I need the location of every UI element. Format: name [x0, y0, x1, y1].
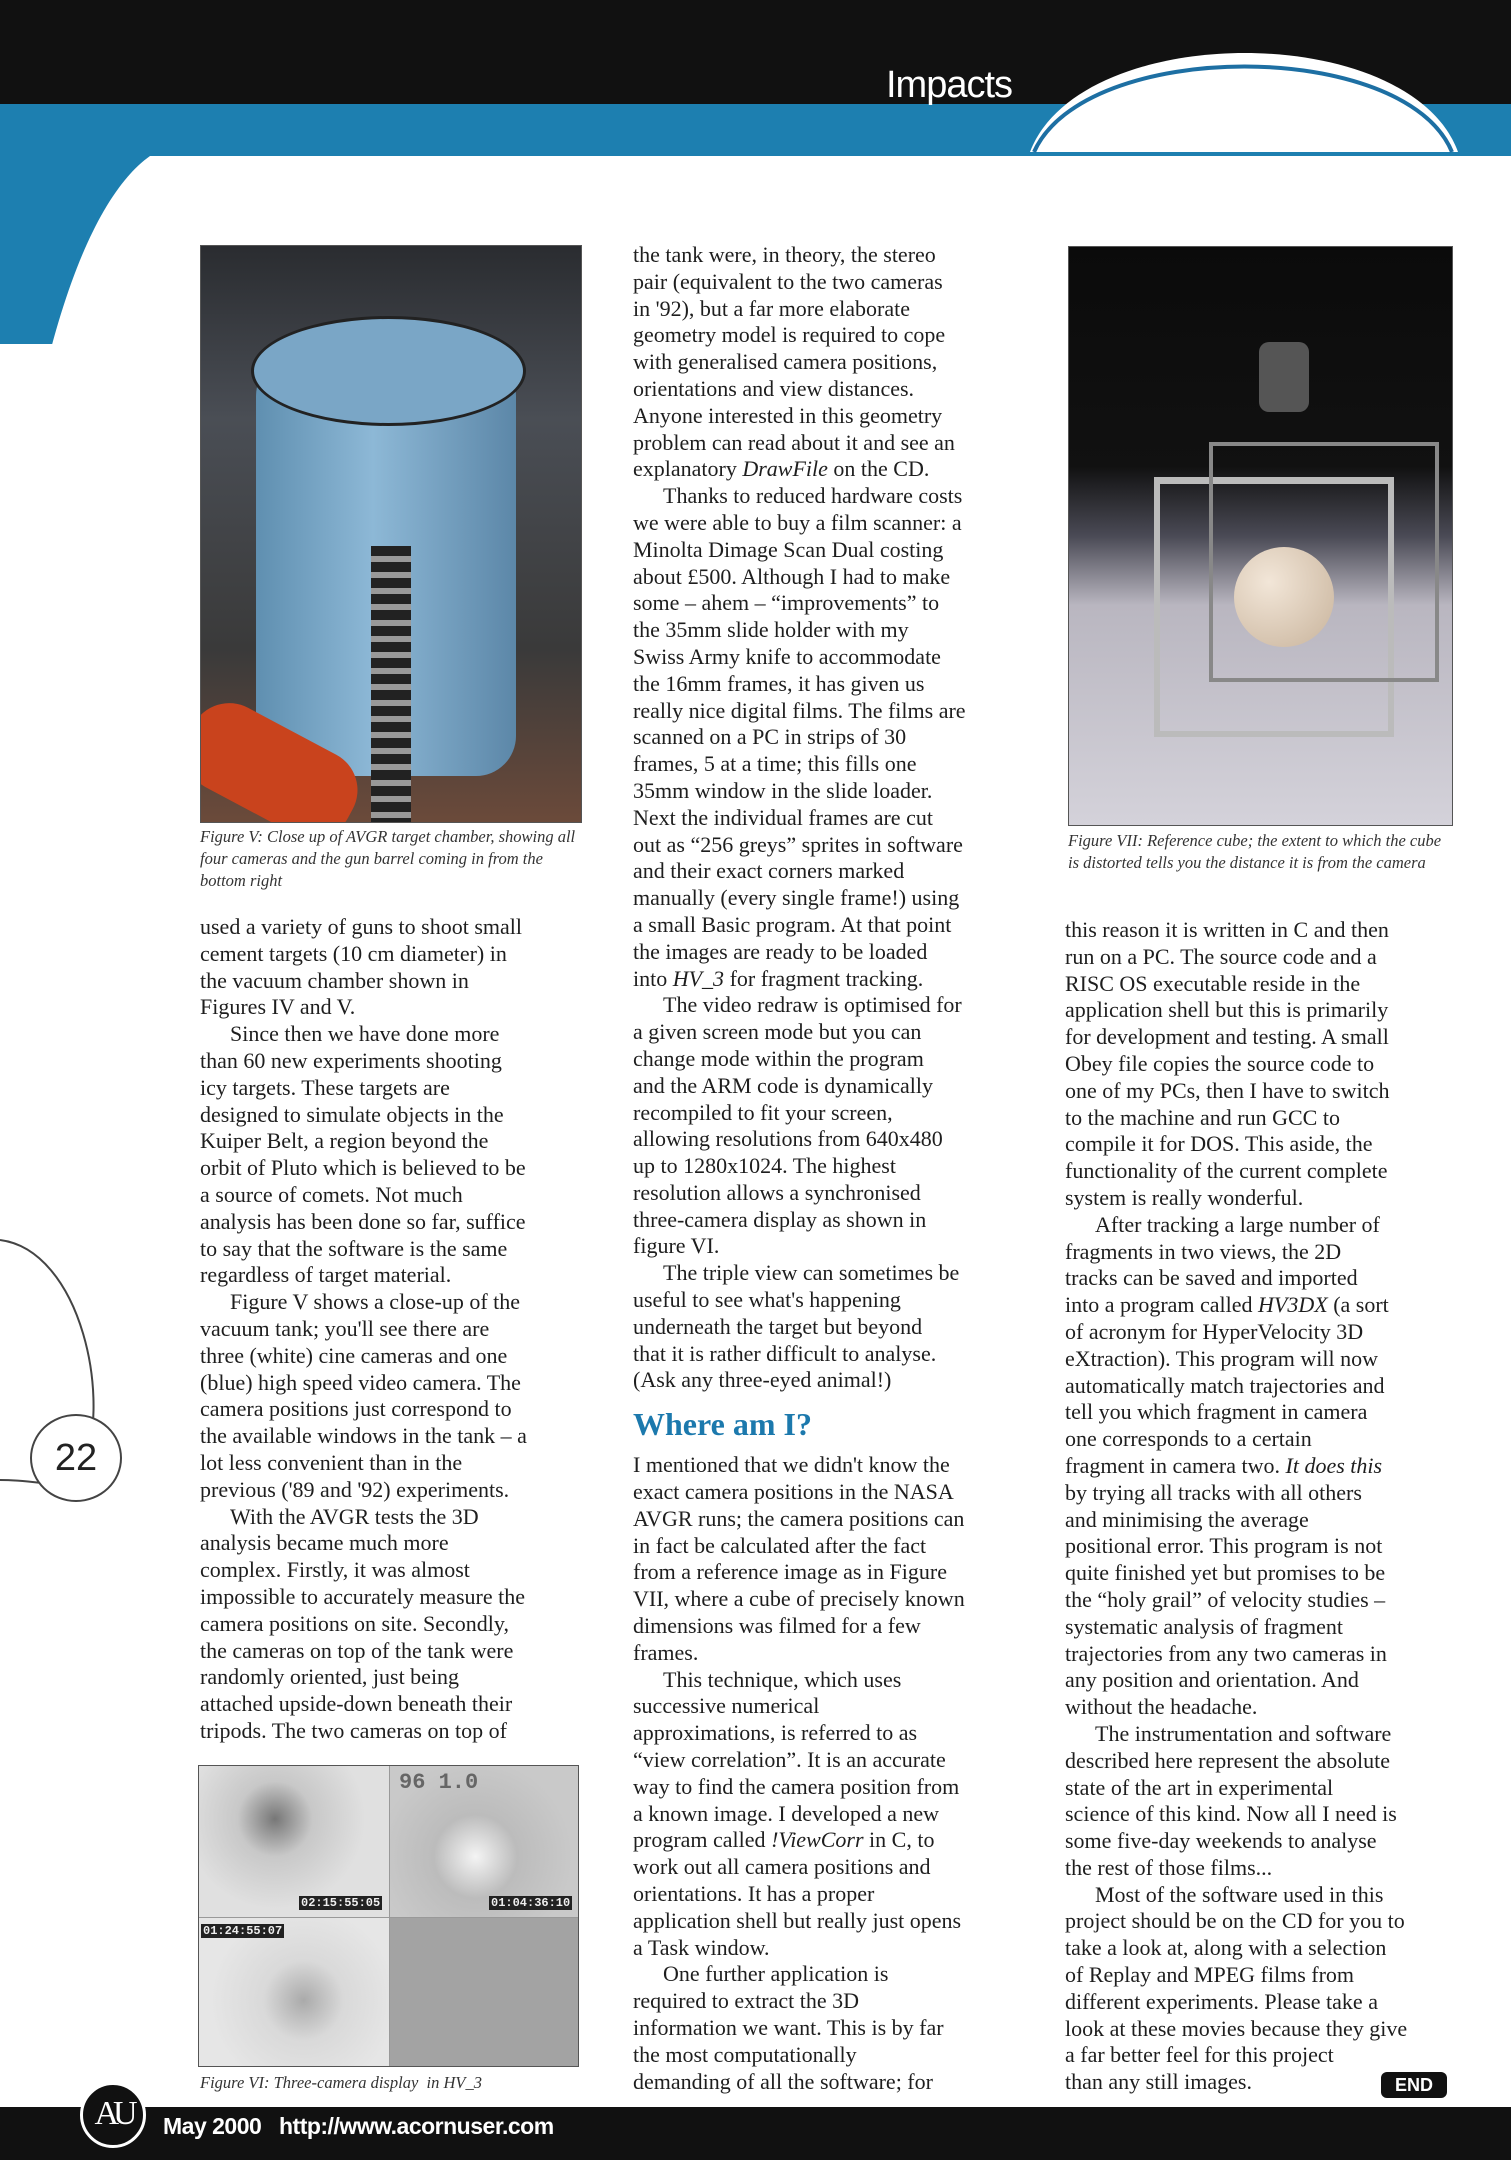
text-line: of Replay and MPEG films from — [1065, 1962, 1355, 1988]
text-line: the rest of those films... — [1065, 1854, 1273, 1880]
text-line: a known image. I developed a new — [633, 1800, 940, 1826]
text-line: take a look at, along with a selection — [1065, 1935, 1387, 1961]
text-line: for development and testing. A small — [1065, 1024, 1389, 1050]
text-line: to the machine and run GCC to — [1065, 1104, 1340, 1130]
text-line: attached upside-down beneath their — [200, 1691, 513, 1717]
timestamp-overlay: 01:04:36:10 — [491, 1896, 571, 1910]
text-line: run on a PC. The source code and a — [1065, 943, 1377, 969]
text-line: regardless of target material. — [200, 1262, 452, 1288]
text-line: frames, 5 at a time; this fills one — [633, 751, 917, 777]
text-line: useful to see what's happening — [633, 1287, 901, 1313]
text-line: with generalised camera positions, — [633, 349, 938, 375]
text-line: way to find the camera position from — [633, 1773, 960, 1799]
text-line: into a program called HV3DX (a sort — [1065, 1292, 1389, 1318]
text-line: look at these movies because they give — [1065, 2015, 1408, 2041]
text-line: 35mm window in the slide loader. — [633, 777, 933, 803]
text-line: resolution allows a synchronised — [633, 1179, 921, 1205]
text-line: orientations and view distances. — [633, 375, 915, 401]
text-line: recompiled to fit your screen, — [633, 1099, 893, 1125]
text-line: one corresponds to a certain — [1065, 1426, 1312, 1452]
text-line: the available windows in the tank – a — [200, 1423, 527, 1449]
text-line: previous ('89 and '92) experiments. — [200, 1476, 510, 1502]
text-line: scanned on a PC in strips of 30 — [633, 724, 907, 750]
text-line: the 16mm frames, it has given us — [633, 670, 925, 696]
text-line: and minimising the average — [1065, 1506, 1309, 1532]
text-line: the cameras on top of the tank were — [200, 1637, 514, 1663]
footer-text — [163, 2113, 554, 2140]
text-line: Next the individual frames are cut — [633, 804, 933, 830]
text-line: frames. — [633, 1639, 699, 1665]
article-column-1 — [200, 914, 527, 1745]
end-badge: END — [1381, 2072, 1447, 2098]
figure-vi-image — [198, 1765, 579, 2067]
text-line: RISC OS executable reside in the — [1065, 970, 1361, 996]
text-line: this reason it is written in C and then — [1065, 917, 1389, 942]
text-line: Since then we have done more — [230, 1021, 500, 1047]
text-line: trajectories from any two cameras in — [1065, 1640, 1387, 1666]
text-line: complex. Firstly, it was almost — [200, 1557, 470, 1583]
text-line: a given screen mode but you can — [633, 1019, 922, 1045]
text-line: underneath the target but beyond — [633, 1313, 923, 1339]
text-line: This technique, which uses — [663, 1666, 902, 1692]
text-line: positional error. This program is not — [1065, 1533, 1383, 1559]
text-line: tracks can be saved and imported — [1065, 1265, 1358, 1291]
text-line: figure VI. — [633, 1233, 720, 1259]
text-line: really nice digital films. The films are — [633, 697, 966, 723]
text-line: required to extract the 3D — [633, 1988, 860, 2014]
text-line: Figure V shows a close-up of the — [230, 1289, 521, 1315]
text-line: The video redraw is optimised for — [663, 992, 962, 1018]
text-line: in fact be calculated after the fact — [633, 1532, 927, 1558]
figure-vii-caption: Figure VII: Reference cube; the extent to which the cube is distorted tells you the distance it is from the camera — [1068, 831, 1442, 872]
text-line: Anyone interested in this geometry — [633, 402, 943, 428]
text-line: system is really wonderful. — [1065, 1184, 1304, 1210]
text-line: and the ARM code is dynamically — [633, 1072, 933, 1098]
text-line: of acronym for HyperVelocity 3D — [1065, 1318, 1364, 1344]
text-line: the 35mm slide holder with my — [633, 617, 909, 643]
text-line: orientations. It has a proper — [633, 1881, 875, 1907]
text-line: After tracking a large number of — [1095, 1211, 1380, 1237]
text-line: vacuum tank; you'll see there are — [200, 1315, 490, 1341]
text-line: without the headache. — [1065, 1694, 1258, 1720]
text-line: some – ahem – “improvements” to — [633, 590, 940, 616]
text-line: dimensions was filmed for a few — [633, 1613, 921, 1639]
text-line: we were able to buy a film scanner: a — [633, 509, 962, 535]
text-line: orbit of Pluto which is believed to be — [200, 1155, 526, 1181]
text-line: into HV_3 for fragment tracking. — [633, 965, 924, 991]
text-line: eXtraction). This program will now — [1065, 1345, 1379, 1371]
text-line: compile it for DOS. This aside, the — [1065, 1131, 1373, 1157]
text-line: impossible to accurately measure the — [200, 1583, 525, 1609]
figure-v-image — [200, 245, 582, 823]
text-line: demanding of all the software; for — [633, 2068, 933, 2094]
text-line: one of my PCs, then I have to switch — [1065, 1077, 1390, 1103]
text-line: The instrumentation and software — [1095, 1720, 1392, 1746]
text-line: about £500. Although I had to make — [633, 563, 951, 589]
text-line: explanatory DrawFile on the CD. — [633, 456, 930, 482]
text-line: than 60 new experiments shooting — [200, 1047, 502, 1073]
text-line: the vacuum chamber shown in — [200, 967, 469, 993]
text-line: the tank were, in theory, the stereo — [633, 242, 936, 267]
text-line: icy targets. These targets are — [200, 1074, 450, 1100]
text-line: analysis has been done so far, suffice — [200, 1208, 526, 1234]
text-line: up to 1280x1024. The highest — [633, 1153, 896, 1179]
text-line: a source of comets. Not much — [200, 1181, 463, 1207]
text-line: state of the art in experimental — [1065, 1774, 1334, 1800]
text-line: problem can read about it and see an — [633, 429, 955, 455]
article-column-3 — [1065, 917, 1407, 2096]
text-line: The triple view can sometimes be — [663, 1260, 960, 1286]
text-line: One further application is — [663, 1961, 889, 1987]
text-line: Thanks to reduced hardware costs — [663, 483, 963, 509]
text-line: three (white) cine cameras and one — [200, 1342, 508, 1368]
page-number: 22 — [30, 1414, 122, 1502]
text-line: in '92), but a far more elaborate — [633, 295, 911, 321]
text-line: Swiss Army knife to accommodate — [633, 643, 941, 669]
text-line: AVGR runs; the camera positions can — [633, 1505, 965, 1531]
text-line: information we want. This is by far — [633, 2015, 944, 2040]
text-line: change mode within the program — [633, 1045, 924, 1071]
text-line: project should be on the CD for you to — [1065, 1908, 1405, 1934]
text-line: a far better feel for this project — [1065, 2042, 1334, 2068]
text-line: Obey file copies the source code to — [1065, 1050, 1375, 1076]
text-line: designed to simulate objects in the — [200, 1101, 504, 1127]
text-line: a small Basic program. At that point — [633, 911, 952, 937]
section-heading: Where am I? — [633, 1406, 812, 1443]
text-line: used a variety of guns to shoot small — [200, 914, 523, 939]
figure-vii-image — [1068, 246, 1453, 826]
text-line: exact camera positions in the NASA — [633, 1479, 954, 1505]
text-line: the images are ready to be loaded — [633, 938, 928, 964]
text-line: analysis became much more — [200, 1530, 449, 1556]
frame-label-overlay: 96 1.0 — [399, 1770, 479, 1795]
text-line: manually (every single frame!) using — [633, 885, 960, 911]
website-link[interactable]: http://www.acornuser.com — [278, 2113, 554, 2139]
text-line: geometry model is required to cope — [633, 322, 946, 348]
text-line: Most of the software used in this — [1095, 1881, 1384, 1907]
text-line: Minolta Dimage Scan Dual costing — [633, 536, 944, 562]
text-line: Kuiper Belt, a region beyond the — [200, 1128, 489, 1154]
text-line: (Ask any three-eyed animal!) — [633, 1367, 892, 1393]
text-line: fragments in two views, the 2D — [1065, 1238, 1342, 1264]
issue-date: May 2000 — [163, 2113, 262, 2139]
text-line: program called !ViewCorr in C, to — [633, 1827, 935, 1853]
text-line: and their exact corners marked — [633, 858, 905, 884]
article-column-2 — [633, 242, 966, 2095]
text-line: camera positions on site. Secondly, — [200, 1610, 509, 1636]
text-line: functionality of the current complete — [1065, 1158, 1388, 1184]
text-line: (blue) high speed video camera. The — [200, 1369, 521, 1395]
text-line: than any still images. — [1065, 2069, 1252, 2095]
text-line: successive numerical — [633, 1693, 820, 1719]
text-line: quite finished yet but promises to be — [1065, 1560, 1386, 1586]
text-line: systematic analysis of fragment — [1065, 1613, 1343, 1639]
text-line: any position and orientation. And — [1065, 1667, 1359, 1693]
figure-v-caption: Figure V: Close up of AVGR target chamber, showing all four cameras and the gun barrel coming in from the bottom right — [200, 827, 576, 890]
text-line: out as “256 greys” sprites in software — [633, 831, 963, 857]
text-line: automatically match trajectories and — [1065, 1372, 1385, 1398]
text-line: science of this kind. Now all I need is — [1065, 1801, 1397, 1827]
text-line: that it is rather difficult to analyse. — [633, 1340, 937, 1366]
text-line: lot less convenient than in the — [200, 1449, 463, 1475]
text-line: a Task window. — [633, 1934, 770, 1960]
text-line: tell you which fragment in camera — [1065, 1399, 1368, 1425]
text-line: randomly oriented, just being — [200, 1664, 460, 1690]
text-line: I mentioned that we didn't know the — [633, 1452, 950, 1478]
text-line: tripods. The two cameras on top of — [200, 1717, 507, 1743]
figure-vi-caption: Figure VI: Three-camera display in HV_3 — [200, 2073, 482, 2092]
timestamp-overlay: 01:24:55:07 — [203, 1924, 283, 1938]
text-line: the “holy grail” of velocity studies – — [1065, 1586, 1386, 1612]
text-line: three-camera display as shown in — [633, 1206, 927, 1232]
text-line: VII, where a cube of precisely known — [633, 1586, 965, 1612]
text-line: “view correlation”. It is an accurate — [633, 1747, 946, 1773]
text-line: from a reference image as in Figure — [633, 1559, 947, 1585]
text-line: Figures IV and V. — [200, 994, 356, 1020]
text-line: camera positions just correspond to — [200, 1396, 512, 1422]
text-line: the most computationally — [633, 2041, 857, 2067]
section-title: Impacts — [886, 64, 1013, 106]
text-line: application shell but really just opens — [633, 1907, 962, 1933]
text-line: fragment in camera two. It does this — [1065, 1452, 1383, 1478]
text-line: to say that the software is the same — [200, 1235, 508, 1261]
text-line: by trying all tracks with all others — [1065, 1479, 1362, 1505]
text-line: application shell but this is primarily — [1065, 997, 1389, 1023]
text-line: described here represent the absolute — [1065, 1747, 1390, 1773]
text-line: cement targets (10 cm diameter) in — [200, 940, 507, 966]
text-line: With the AVGR tests the 3D — [230, 1503, 479, 1529]
text-line: pair (equivalent to the two cameras — [633, 268, 943, 294]
text-line: approximations, is referred to as — [633, 1720, 918, 1746]
text-line: different experiments. Please take a — [1065, 1988, 1378, 2014]
text-line: allowing resolutions from 640x480 — [633, 1126, 943, 1152]
text-line: some five-day weekends to analyse — [1065, 1828, 1377, 1854]
acorn-user-logo: AU — [80, 2082, 146, 2148]
timestamp-overlay: 02:15:55:05 — [301, 1896, 381, 1910]
text-line: work out all camera positions and — [633, 1854, 931, 1880]
